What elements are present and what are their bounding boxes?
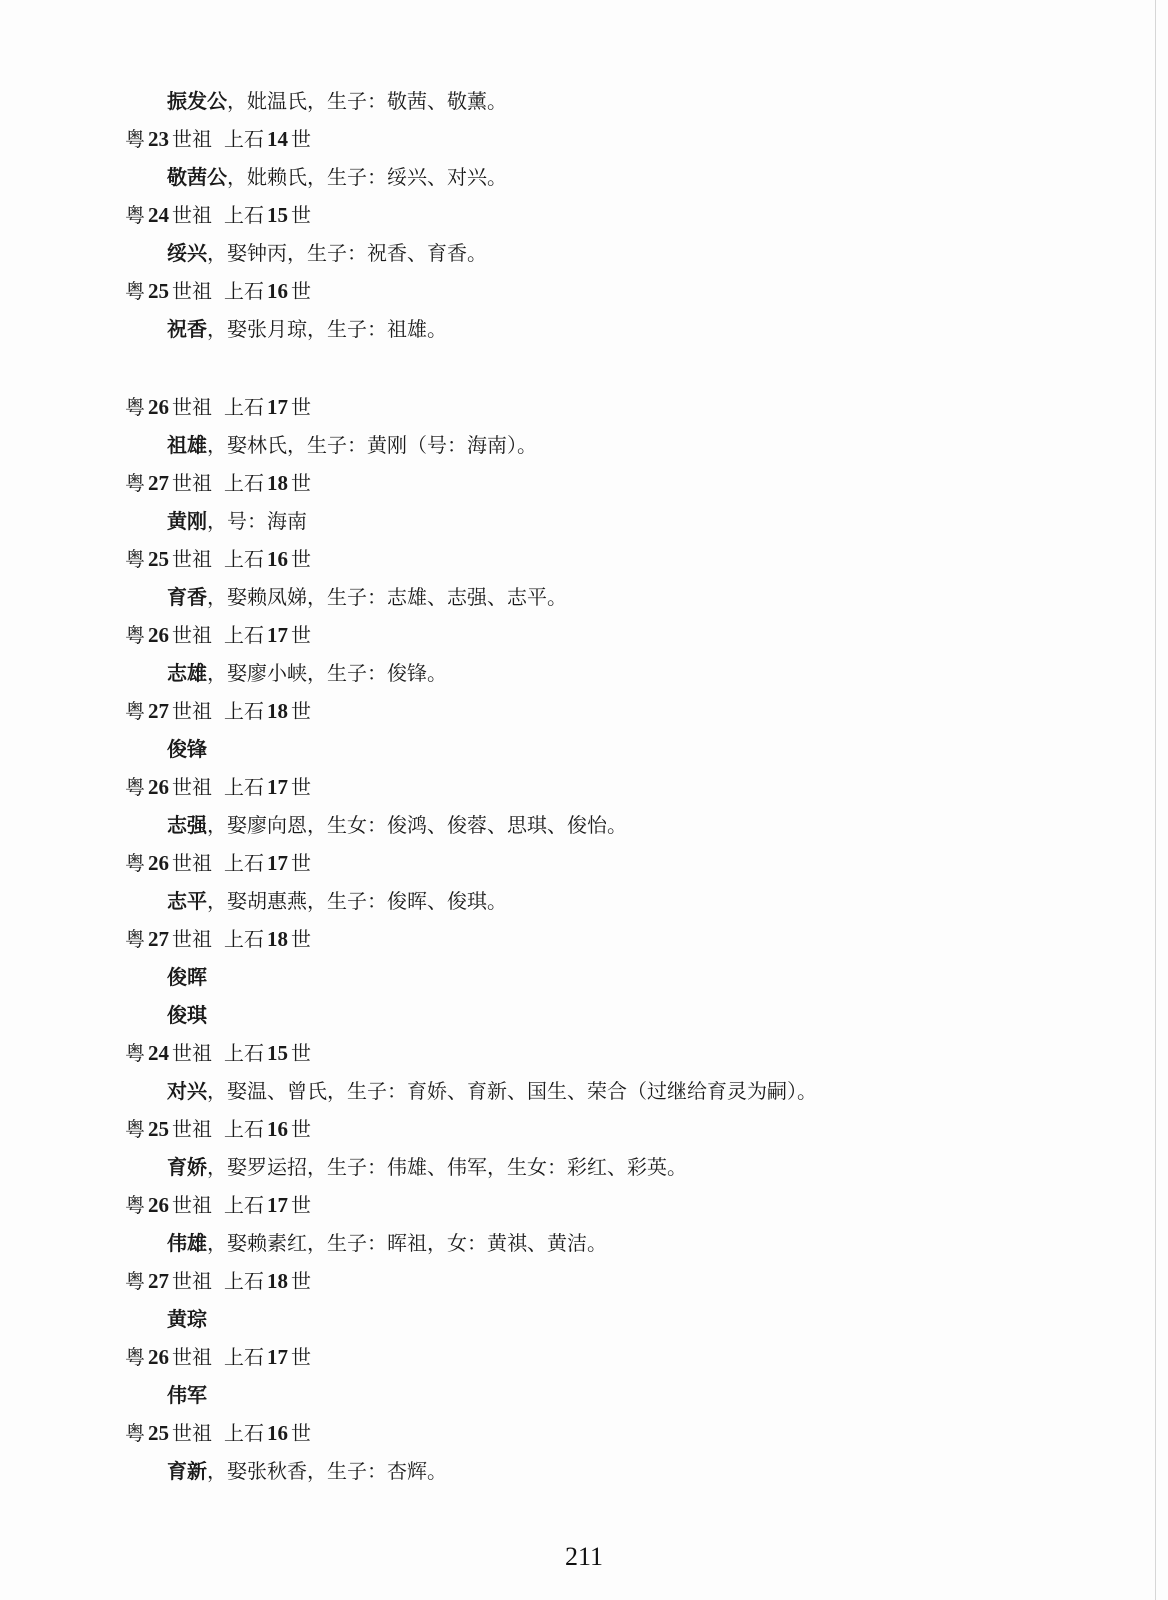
heading-suffix: 世祖 (172, 623, 212, 647)
person-name: 育新 (167, 1459, 207, 1483)
heading-suffix: 世 (291, 699, 311, 723)
person-name: 育娇 (167, 1155, 207, 1179)
entry-text: ，娶赖凤娣，生子：志雄、志强、志平。 (207, 585, 567, 609)
generation-number: 26 (148, 1193, 169, 1217)
heading-location: 上石 (224, 127, 264, 151)
branch-generation-number: 17 (267, 851, 288, 875)
heading-suffix: 世 (291, 1421, 311, 1445)
generation-heading (0, 920, 1168, 958)
branch-generation-number: 17 (267, 1345, 288, 1369)
genealogy-entry (0, 502, 1168, 540)
heading-prefix: 粤 (125, 623, 145, 647)
heading-suffix: 世 (291, 1041, 311, 1065)
branch-generation-number: 18 (267, 1269, 288, 1293)
generation-heading (0, 464, 1168, 502)
generation-heading (0, 120, 1168, 158)
generation-heading (0, 272, 1168, 310)
entry-text: ，娶廖小峡，生子：俊锋。 (207, 661, 447, 685)
heading-prefix: 粤 (125, 203, 145, 227)
branch-generation-number: 17 (267, 775, 288, 799)
branch-generation-number: 16 (267, 1421, 288, 1445)
genealogy-entry (0, 1148, 1168, 1186)
person-name: 黄刚 (167, 509, 207, 533)
heading-suffix: 世 (291, 203, 311, 227)
genealogy-entry (0, 578, 1168, 616)
genealogy-entry (0, 996, 1168, 1034)
genealogy-entry (0, 958, 1168, 996)
generation-heading (0, 1414, 1168, 1452)
heading-suffix: 世 (291, 395, 311, 419)
branch-generation-number: 15 (267, 203, 288, 227)
person-name: 俊晖 (167, 965, 207, 989)
entry-text: ，娶廖向恩，生女：俊鸿、俊蓉、思琪、俊怡。 (207, 813, 627, 837)
heading-prefix: 粤 (125, 1421, 145, 1445)
heading-suffix: 世祖 (172, 775, 212, 799)
genealogy-entry (0, 82, 1168, 120)
heading-prefix: 粤 (125, 1117, 145, 1141)
heading-location: 上石 (224, 699, 264, 723)
heading-suffix: 世祖 (172, 203, 212, 227)
heading-suffix: 世 (291, 851, 311, 875)
heading-prefix: 粤 (125, 471, 145, 495)
heading-suffix: 世祖 (172, 279, 212, 303)
heading-suffix: 世祖 (172, 547, 212, 571)
generation-number: 27 (148, 927, 169, 951)
generation-number: 25 (148, 1117, 169, 1141)
generation-number: 27 (148, 1269, 169, 1293)
heading-prefix: 粤 (125, 1269, 145, 1293)
heading-suffix: 世 (291, 127, 311, 151)
generation-number: 27 (148, 471, 169, 495)
heading-prefix: 粤 (125, 851, 145, 875)
generation-heading (0, 196, 1168, 234)
heading-suffix: 世 (291, 775, 311, 799)
person-name: 祝香 (167, 317, 207, 341)
heading-prefix: 粤 (125, 927, 145, 951)
generation-heading (0, 1034, 1168, 1072)
generation-number: 26 (148, 1345, 169, 1369)
heading-location: 上石 (224, 927, 264, 951)
generation-number: 25 (148, 1421, 169, 1445)
heading-prefix: 粤 (125, 279, 145, 303)
heading-suffix: 世 (291, 927, 311, 951)
branch-generation-number: 18 (267, 471, 288, 495)
heading-suffix: 世 (291, 1193, 311, 1217)
genealogy-entry (0, 310, 1168, 348)
heading-location: 上石 (224, 203, 264, 227)
person-name: 俊锋 (167, 737, 207, 761)
entry-text: ，妣赖氏，生子：绥兴、对兴。 (227, 165, 507, 189)
heading-suffix: 世祖 (172, 699, 212, 723)
heading-suffix: 世祖 (172, 1193, 212, 1217)
heading-suffix: 世 (291, 471, 311, 495)
heading-suffix: 世祖 (172, 851, 212, 875)
heading-prefix: 粤 (125, 699, 145, 723)
genealogy-entry (0, 426, 1168, 464)
heading-suffix: 世 (291, 279, 311, 303)
heading-location: 上石 (224, 851, 264, 875)
genealogy-entry (0, 806, 1168, 844)
genealogy-entry (0, 1224, 1168, 1262)
heading-location: 上石 (224, 1269, 264, 1293)
heading-location: 上石 (224, 395, 264, 419)
person-name: 黄琮 (167, 1307, 207, 1331)
person-name: 对兴 (167, 1079, 207, 1103)
generation-heading (0, 616, 1168, 654)
generation-heading (0, 1338, 1168, 1376)
heading-location: 上石 (224, 1117, 264, 1141)
branch-generation-number: 18 (267, 927, 288, 951)
genealogy-entries (0, 82, 1168, 1490)
entry-text: ，号：海南 (207, 509, 307, 533)
genealogy-entry (0, 1452, 1168, 1490)
heading-location: 上石 (224, 1345, 264, 1369)
heading-suffix: 世祖 (172, 1269, 212, 1293)
person-name: 育香 (167, 585, 207, 609)
entry-text: ，娶温、曾氏，生子：育娇、育新、国生、荣合（过继给育灵为嗣）。 (207, 1079, 817, 1103)
heading-suffix: 世祖 (172, 395, 212, 419)
person-name: 敬茜公 (167, 165, 227, 189)
heading-suffix: 世 (291, 1269, 311, 1293)
entry-text: ，娶林氏，生子：黄刚（号：海南）。 (207, 433, 537, 457)
entry-text: ，娶钟丙，生子：祝香、育香。 (207, 241, 487, 265)
heading-prefix: 粤 (125, 127, 145, 151)
entry-text: ，娶赖素红，生子：晖祖，女：黄祺、黄洁。 (207, 1231, 607, 1255)
branch-generation-number: 17 (267, 1193, 288, 1217)
heading-suffix: 世祖 (172, 1345, 212, 1369)
branch-generation-number: 14 (267, 127, 288, 151)
person-name: 绥兴 (167, 241, 207, 265)
person-name: 志雄 (167, 661, 207, 685)
generation-heading (0, 692, 1168, 730)
genealogy-entry (0, 654, 1168, 692)
generation-heading (0, 844, 1168, 882)
person-name: 志强 (167, 813, 207, 837)
generation-number: 24 (148, 1041, 169, 1065)
heading-prefix: 粤 (125, 395, 145, 419)
genealogy-entry (0, 1072, 1168, 1110)
entry-text: ，娶张秋香，生子：杏辉。 (207, 1459, 447, 1483)
heading-prefix: 粤 (125, 1041, 145, 1065)
person-name: 俊琪 (167, 1003, 207, 1027)
generation-heading (0, 1262, 1168, 1300)
branch-generation-number: 16 (267, 279, 288, 303)
generation-heading (0, 540, 1168, 578)
generation-heading (0, 768, 1168, 806)
genealogy-entry (0, 1300, 1168, 1338)
entry-text: ，娶张月琼，生子：祖雄。 (207, 317, 447, 341)
heading-location: 上石 (224, 471, 264, 495)
branch-generation-number: 16 (267, 547, 288, 571)
generation-number: 26 (148, 623, 169, 647)
heading-prefix: 粤 (125, 775, 145, 799)
heading-suffix: 世 (291, 1345, 311, 1369)
heading-suffix: 世祖 (172, 1041, 212, 1065)
generation-number: 26 (148, 851, 169, 875)
heading-suffix: 世 (291, 547, 311, 571)
person-name: 伟雄 (167, 1231, 207, 1255)
branch-generation-number: 16 (267, 1117, 288, 1141)
heading-suffix: 世祖 (172, 1421, 212, 1445)
generation-number: 26 (148, 395, 169, 419)
branch-generation-number: 15 (267, 1041, 288, 1065)
heading-suffix: 世祖 (172, 471, 212, 495)
heading-suffix: 世祖 (172, 927, 212, 951)
entry-text: ，娶罗运招，生子：伟雄、伟军，生女：彩红、彩英。 (207, 1155, 687, 1179)
genealogy-entry (0, 158, 1168, 196)
generation-number: 24 (148, 203, 169, 227)
generation-number: 27 (148, 699, 169, 723)
heading-location: 上石 (224, 775, 264, 799)
heading-prefix: 粤 (125, 547, 145, 571)
heading-location: 上石 (224, 547, 264, 571)
heading-suffix: 世祖 (172, 127, 212, 151)
generation-number: 25 (148, 279, 169, 303)
genealogy-entry (0, 1376, 1168, 1414)
genealogy-entry (0, 234, 1168, 272)
generation-heading (0, 388, 1168, 426)
generation-number: 25 (148, 547, 169, 571)
entry-text: ，娶胡惠燕，生子：俊晖、俊琪。 (207, 889, 507, 913)
heading-location: 上石 (224, 279, 264, 303)
generation-heading (0, 1110, 1168, 1148)
person-name: 伟军 (167, 1383, 207, 1407)
generation-number: 23 (148, 127, 169, 151)
heading-prefix: 粤 (125, 1345, 145, 1369)
page-number: 211 (564, 1542, 604, 1571)
heading-prefix: 粤 (125, 1193, 145, 1217)
heading-suffix: 世祖 (172, 1117, 212, 1141)
person-name: 祖雄 (167, 433, 207, 457)
heading-location: 上石 (224, 623, 264, 647)
heading-suffix: 世 (291, 623, 311, 647)
branch-generation-number: 17 (267, 395, 288, 419)
person-name: 志平 (167, 889, 207, 913)
branch-generation-number: 18 (267, 699, 288, 723)
heading-location: 上石 (224, 1421, 264, 1445)
genealogy-entry (0, 882, 1168, 920)
generation-heading (0, 1186, 1168, 1224)
heading-location: 上石 (224, 1193, 264, 1217)
generation-number: 26 (148, 775, 169, 799)
entry-text: ，妣温氏，生子：敬茜、敬薰。 (227, 89, 507, 113)
branch-generation-number: 17 (267, 623, 288, 647)
person-name: 振发公 (167, 89, 227, 113)
heading-suffix: 世 (291, 1117, 311, 1141)
genealogy-entry (0, 730, 1168, 768)
heading-location: 上石 (224, 1041, 264, 1065)
